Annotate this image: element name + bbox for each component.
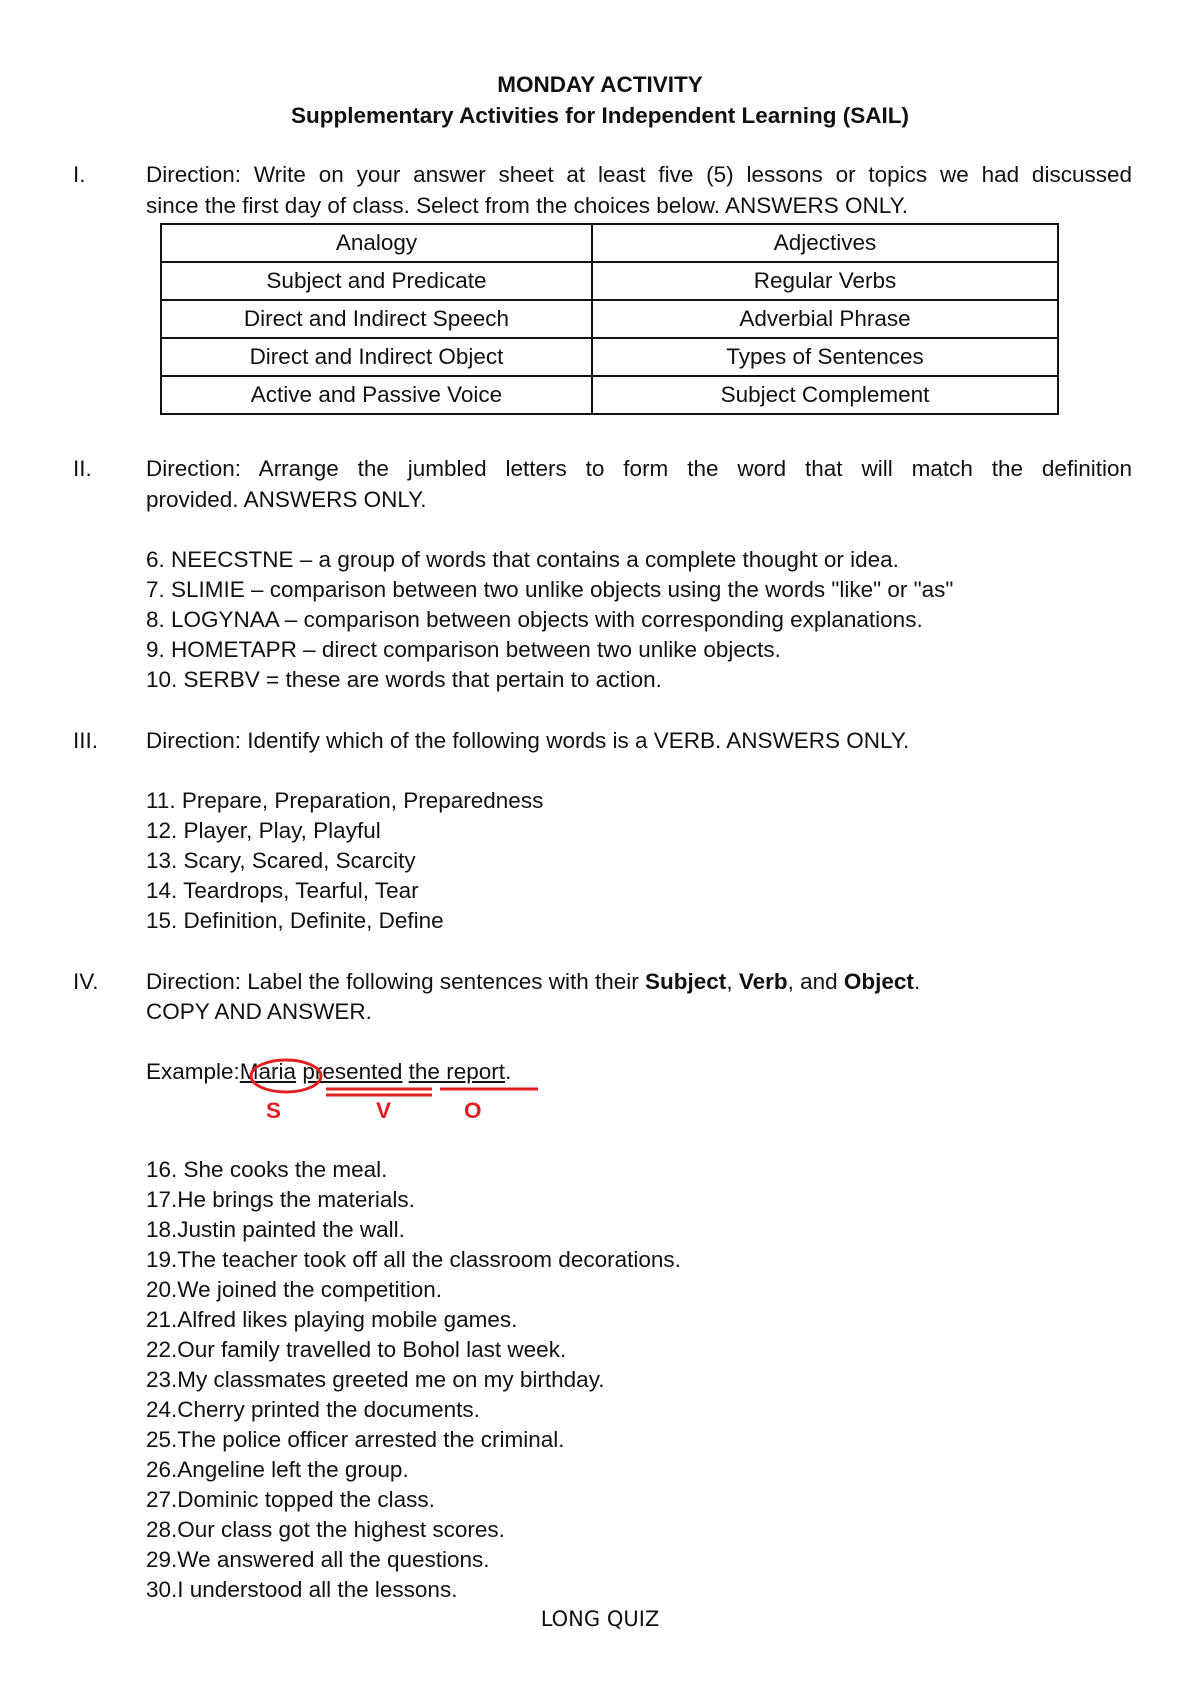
section-4-item: 20.We joined the competition.: [146, 1277, 443, 1302]
section-4-direction-line2: COPY AND ANSWER.: [146, 999, 372, 1024]
section-2-item: 9. HOMETAPR – direct comparison between two unlike objects.: [146, 637, 781, 662]
section-4-item: 19.The teacher took off all the classroom decorations.: [146, 1247, 681, 1272]
section-3-item: 15. Definition, Definite, Define: [146, 908, 444, 933]
example-object: the report: [408, 1059, 505, 1084]
section-4-item: 21.Alfred likes playing mobile games.: [146, 1307, 518, 1332]
section-4-item: 17.He brings the materials.: [146, 1187, 415, 1212]
topics-table-cell: Active and Passive Voice: [161, 376, 592, 414]
section-3-item: 12. Player, Play, Playful: [146, 818, 381, 843]
topics-table-cell: Types of Sentences: [592, 338, 1058, 376]
verb-keyword: Verb: [738, 969, 788, 994]
section-1-direction-line2: since the first day of class. Select from the choices below. ANSWERS ONLY.: [146, 193, 908, 218]
section-4-item: 25.The police officer arrested the criminal.: [146, 1427, 565, 1452]
section-2-item: 8. LOGYNAA – comparison between objects with corresponding explanations.: [146, 607, 923, 632]
topics-table-cell: Analogy: [161, 224, 592, 262]
section-2-numeral: II.: [73, 456, 92, 481]
section-4-item: 29.We answered all the questions.: [146, 1547, 490, 1572]
topics-table-cell: Direct and Indirect Speech: [161, 300, 592, 338]
verb-mark: V: [376, 1098, 392, 1123]
direction-text: Direction: Label the following sentences with their: [146, 969, 646, 994]
topics-table-cell: Adjectives: [592, 224, 1058, 262]
section-4-item: 28.Our class got the highest scores.: [146, 1517, 505, 1542]
section-4-item: 30.I understood all the lessons.: [146, 1577, 458, 1602]
topics-table-cell: Adverbial Phrase: [592, 300, 1058, 338]
separator-text: , and: [787, 969, 844, 994]
example-label: Example:: [146, 1059, 240, 1084]
section-4-item: 24.Cherry printed the documents.: [146, 1397, 480, 1422]
section-4-item: 27.Dominic topped the class.: [146, 1487, 435, 1512]
section-3-numeral: III.: [73, 728, 99, 753]
section-3-direction: Direction: Identify which of the following words is a VERB. ANSWERS ONLY.: [146, 728, 910, 753]
example-period: .: [504, 1059, 512, 1084]
section-2-item: 6. NEECSTNE – a group of words that contains a complete thought or idea.: [146, 547, 899, 572]
example-verb: presented: [302, 1059, 403, 1084]
subject-mark: S: [266, 1098, 282, 1123]
section-4-item: 26.Angeline left the group.: [146, 1457, 409, 1482]
topics-table-cell: Regular Verbs: [592, 262, 1058, 300]
section-3-item: 11. Prepare, Preparation, Preparedness: [146, 788, 544, 813]
object-keyword: Object: [843, 969, 914, 994]
section-4-item: 18.Justin painted the wall.: [146, 1217, 405, 1242]
object-mark: O: [464, 1098, 482, 1123]
section-1-direction-line1: Direction: Write on your answer sheet at least five (5) lessons or topics we had discussed: [146, 162, 1132, 187]
subject-circle: [251, 1060, 321, 1092]
page-title: MONDAY ACTIVITY: [497, 72, 703, 97]
section-4-numeral: IV.: [73, 969, 99, 994]
footer-label: LONG QUIZ: [540, 1607, 660, 1631]
subject-keyword: Subject: [645, 969, 727, 994]
topics-table-cell: Direct and Indirect Object: [161, 338, 592, 376]
section-2-direction-line2: provided. ANSWERS ONLY.: [146, 487, 427, 512]
section-1-numeral: I.: [73, 162, 86, 187]
separator-text: ,: [726, 969, 739, 994]
example-subject: Maria: [239, 1059, 297, 1084]
section-2-item: 7. SLIMIE – comparison between two unlike objects using the words "like" or "as": [146, 577, 954, 602]
section-2-direction-line1: Direction: Arrange the jumbled letters to form the word that will match the definition: [146, 456, 1132, 481]
section-4-item: 23.My classmates greeted me on my birthday.: [146, 1367, 605, 1392]
section-3-item: 13. Scary, Scared, Scarcity: [146, 848, 416, 873]
section-2-item: 10. SERBV = these are words that pertain to action.: [146, 667, 662, 692]
page-subtitle: Supplementary Activities for Independent Learning (SAIL): [291, 103, 909, 128]
period-text: .: [913, 969, 921, 994]
section-4-item: 22.Our family travelled to Bohol last week.: [146, 1337, 567, 1362]
topics-table-cell: Subject Complement: [592, 376, 1058, 414]
section-3-item: 14. Teardrops, Tearful, Tear: [146, 878, 419, 903]
section-4-item: 16. She cooks the meal.: [146, 1157, 388, 1182]
topics-table-cell: Subject and Predicate: [161, 262, 592, 300]
